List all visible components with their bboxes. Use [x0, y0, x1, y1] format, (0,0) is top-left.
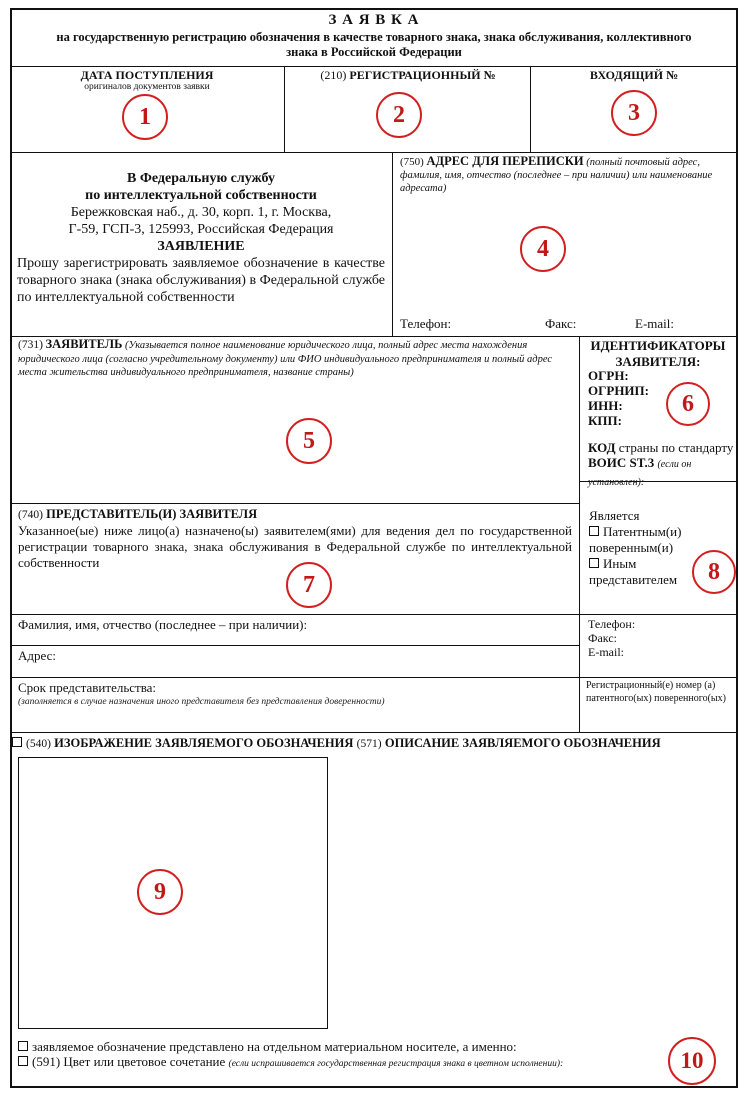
country-code-text: страны по стандарту: [618, 440, 734, 455]
kpp-label: КПП:: [588, 413, 622, 428]
country-code-bold: КОД: [588, 440, 616, 455]
correspondence-label: АДРЕС ДЛЯ ПЕРЕПИСКИ: [426, 154, 584, 168]
image-label: ИЗОБРАЖЕНИЕ ЗАЯВЛЯЕМОГО ОБОЗНАЧЕНИЯ: [54, 736, 354, 750]
rep-fax-label: Факс:: [588, 631, 617, 645]
patent-attorney-checkbox[interactable]: [589, 526, 599, 536]
marker-5: 5: [286, 418, 332, 464]
divider: [10, 152, 738, 153]
term-label: Срок представительства:: [18, 680, 157, 695]
correspondence-note: (полный почтовый адрес, фамилия, имя, отчество (последнее – при наличии) или наименование адресата): [400, 157, 713, 194]
patent-attorney-option[interactable]: [589, 524, 689, 556]
divider: [392, 152, 393, 336]
correspondence-phone-label: Телефон:: [400, 316, 452, 331]
other-representative-label: Иным представителем: [589, 556, 678, 587]
marker-1: 1: [122, 94, 168, 140]
form-subtitle: на государственную регистрацию обозначения в качестве товарного знака, знака обслуживания, коллективного знака в Российской Федерации: [56, 30, 692, 59]
divider: [284, 66, 285, 152]
color-checkbox[interactable]: [18, 1056, 28, 1066]
reg-code: (210): [320, 68, 347, 82]
applicant-label: ЗАЯВИТЕЛЬ: [45, 337, 123, 351]
representative-label: ПРЕДСТАВИТЕЛЬ(И) ЗАЯВИТЕЛЯ: [46, 507, 258, 521]
marker-9: 9: [137, 869, 183, 915]
image-checkbox[interactable]: [12, 737, 22, 747]
applicant-note: (Указывается полное наименование юридического лица, полный адрес места нахождения юридического лица (согласно учредительному документу) или ФИО индивидуального предпринимателя и полный адрес места жительства индивидуального предпринимателя, название страны): [18, 340, 553, 378]
marker-7: 7: [286, 562, 332, 608]
description-label: ОПИСАНИЕ ЗАЯВЛЯЕМОГО ОБОЗНАЧЕНИЯ: [384, 736, 661, 750]
marker-8: 8: [692, 550, 736, 594]
correspondence-code: (750): [400, 156, 424, 168]
other-representative-checkbox[interactable]: [589, 558, 599, 568]
form-title: З А Я В К А: [328, 12, 420, 28]
rep-address-label: Адрес:: [18, 648, 56, 663]
marker-3: 3: [611, 90, 657, 136]
wipo-bold: ВОИС ST.3: [588, 455, 655, 470]
inn-label: ИНН:: [588, 398, 623, 413]
separate-medium-label: заявляемое обозначение представлено на отдельном материальном носителе, а именно:: [32, 1039, 517, 1054]
correspondence-header: [400, 155, 732, 195]
divider: [10, 645, 580, 646]
addressee-line1: В Федеральную службу: [127, 171, 275, 186]
divider: [10, 732, 738, 733]
term-note: (заполняется в случае назначения иного представителя без представления доверенности): [18, 697, 385, 707]
correspondence-email-label: E-mail:: [635, 316, 674, 331]
reg-label: РЕГИСТРАЦИОННЫЙ №: [349, 68, 496, 82]
color-option[interactable]: [18, 1054, 658, 1072]
designation-header: [12, 735, 732, 752]
color-note: (если испрашивается государственная регистрация знака в цветном исполнении):: [228, 1059, 564, 1069]
representative-is-label: Является: [589, 508, 640, 523]
marker-4: 4: [520, 226, 566, 272]
ogrn-label: ОГРН:: [588, 368, 629, 383]
divider: [579, 336, 580, 732]
fio-label: Фамилия, имя, отчество (последнее – при наличии):: [18, 617, 308, 632]
separate-medium-checkbox[interactable]: [18, 1041, 28, 1051]
reg-number-attorney-label: Регистрационный(е) номер (а) патентного(ых) поверенного(ых): [586, 680, 726, 704]
statement-title: ЗАЯВЛЕНИЕ: [157, 239, 245, 254]
country-code-label: [588, 440, 734, 456]
date-sublabel: оригиналов документов заявки: [84, 82, 210, 92]
reg-number-label: [286, 68, 530, 82]
representative-code: (740): [18, 509, 43, 521]
marker-10: 10: [668, 1037, 716, 1085]
divider: [10, 503, 580, 504]
statement-text: Прошу зарегистрировать заявляемое обозначение в качестве товарного знака (знака обслуживания) в Федеральной службе по интеллектуальной собственности: [17, 256, 385, 305]
applicant-header: [18, 338, 574, 380]
divider: [10, 677, 738, 678]
image-code: (540): [26, 738, 51, 750]
identifiers-title: ИДЕНТИФИКАТОРЫ ЗАЯВИТЕЛЯ:: [590, 338, 726, 369]
applicant-code: (731): [18, 339, 43, 351]
color-code: (591): [32, 1054, 61, 1069]
rep-phone-label: Телефон:: [588, 617, 636, 631]
date-label: ДАТА ПОСТУПЛЕНИЯ: [80, 68, 214, 82]
divider: [10, 66, 738, 67]
wipo-note: (если он установлен):: [588, 459, 692, 488]
wipo-label: [588, 455, 734, 491]
patent-attorney-label: Патентным(и) поверенным(и): [589, 524, 682, 555]
divider: [579, 481, 738, 482]
addressee-address1: Бережковская наб., д. 30, корп. 1, г. Москва,: [70, 205, 332, 220]
divider: [10, 614, 738, 615]
representative-header: [18, 506, 574, 523]
color-label: Цвет или цветовое сочетание: [63, 1054, 226, 1069]
correspondence-fax-label: Факс:: [545, 316, 577, 331]
representative-text: Указанное(ые) ниже лицо(а) назначено(ы) заявителем(ями) для ведения дел по государственной регистрации товарного знака, знака обслуживания в Федеральной службе по интеллектуальной собственности: [18, 523, 572, 570]
addressee-line2: по интеллектуальной собственности: [85, 188, 317, 203]
description-code: (571): [356, 738, 382, 750]
rep-email-label: E-mail:: [588, 645, 624, 659]
addressee-address2: Г-59, ГСП-3, 125993, Российская Федерация: [68, 222, 334, 237]
ogrnip-label: ОГРНИП:: [588, 383, 649, 398]
separate-medium-option[interactable]: [18, 1039, 638, 1055]
marker-2: 2: [376, 92, 422, 138]
divider: [530, 66, 531, 152]
incoming-label: ВХОДЯЩИЙ №: [589, 68, 679, 82]
marker-6: 6: [666, 382, 710, 426]
other-representative-option[interactable]: [589, 556, 689, 588]
